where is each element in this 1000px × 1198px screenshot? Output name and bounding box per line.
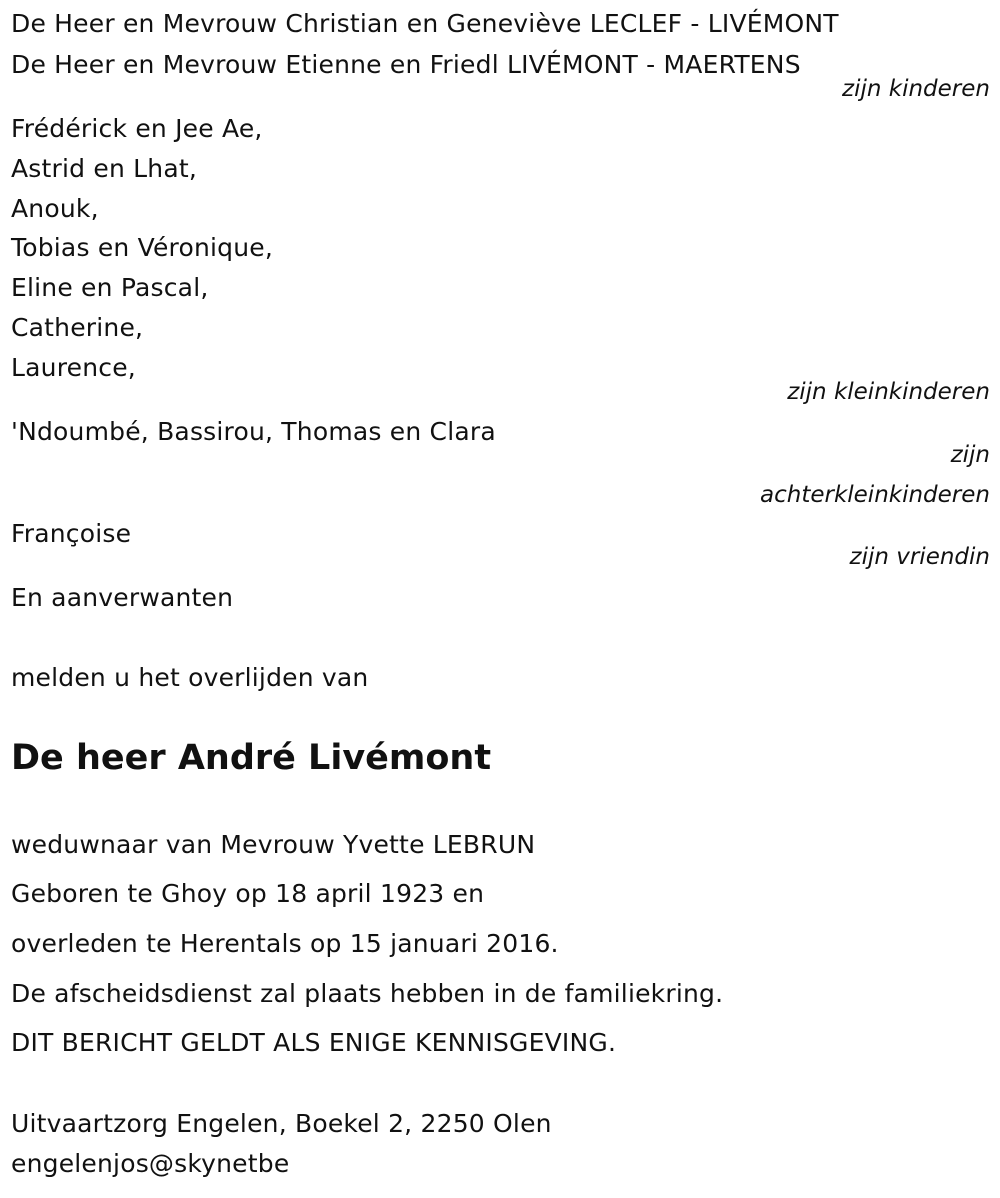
- children-label: zijn kinderen: [842, 76, 990, 102]
- funeral-home-email: engelenjos@skynetbe: [11, 1149, 290, 1178]
- detail-born: Geboren te Ghoy op 18 april 1923 en: [11, 879, 485, 908]
- detail-notice: DIT BERICHT GELDT ALS ENIGE KENNISGEVING.: [11, 1028, 617, 1057]
- grandchild-line: Frédérick en Jee Ae,: [11, 114, 263, 143]
- great-grandchildren-label-2: achterkleinkinderen: [760, 482, 990, 508]
- grandchild-line: Catherine,: [11, 313, 144, 342]
- relatives-line: En aanverwanten: [11, 583, 234, 612]
- children-line-1: De Heer en Mevrouw Christian en Geneviève LECLEF - LIVÉMONT: [11, 9, 839, 38]
- grandchild-line: Astrid en Lhat,: [11, 154, 197, 183]
- detail-service: De afscheidsdienst zal plaats hebben in de familiekring.: [11, 979, 724, 1008]
- detail-died: overleden te Herentals op 15 januari 2016.: [11, 929, 559, 958]
- announce-line: melden u het overlijden van: [11, 663, 369, 692]
- grandchild-line: Eline en Pascal,: [11, 273, 209, 302]
- deceased-name: De heer André Livémont: [11, 738, 492, 778]
- grandchild-line: Laurence,: [11, 353, 136, 382]
- detail-widower: weduwnaar van Mevrouw Yvette LEBRUN: [11, 830, 536, 859]
- great-grandchildren-label-1: zijn: [950, 442, 990, 468]
- grandchild-line: Anouk,: [11, 194, 99, 223]
- friend-label: zijn vriendin: [849, 544, 990, 570]
- grandchildren-label: zijn kleinkinderen: [787, 379, 990, 405]
- great-grandchildren-line: 'Ndoumbé, Bassirou, Thomas en Clara: [11, 417, 496, 446]
- children-line-2: De Heer en Mevrouw Etienne en Friedl LIVÉMONT - MAERTENS: [11, 50, 801, 79]
- grandchild-line: Tobias en Véronique,: [11, 233, 273, 262]
- friend-line: Françoise: [11, 519, 132, 548]
- funeral-home-address: Uitvaartzorg Engelen, Boekel 2, 2250 Olen: [11, 1109, 552, 1138]
